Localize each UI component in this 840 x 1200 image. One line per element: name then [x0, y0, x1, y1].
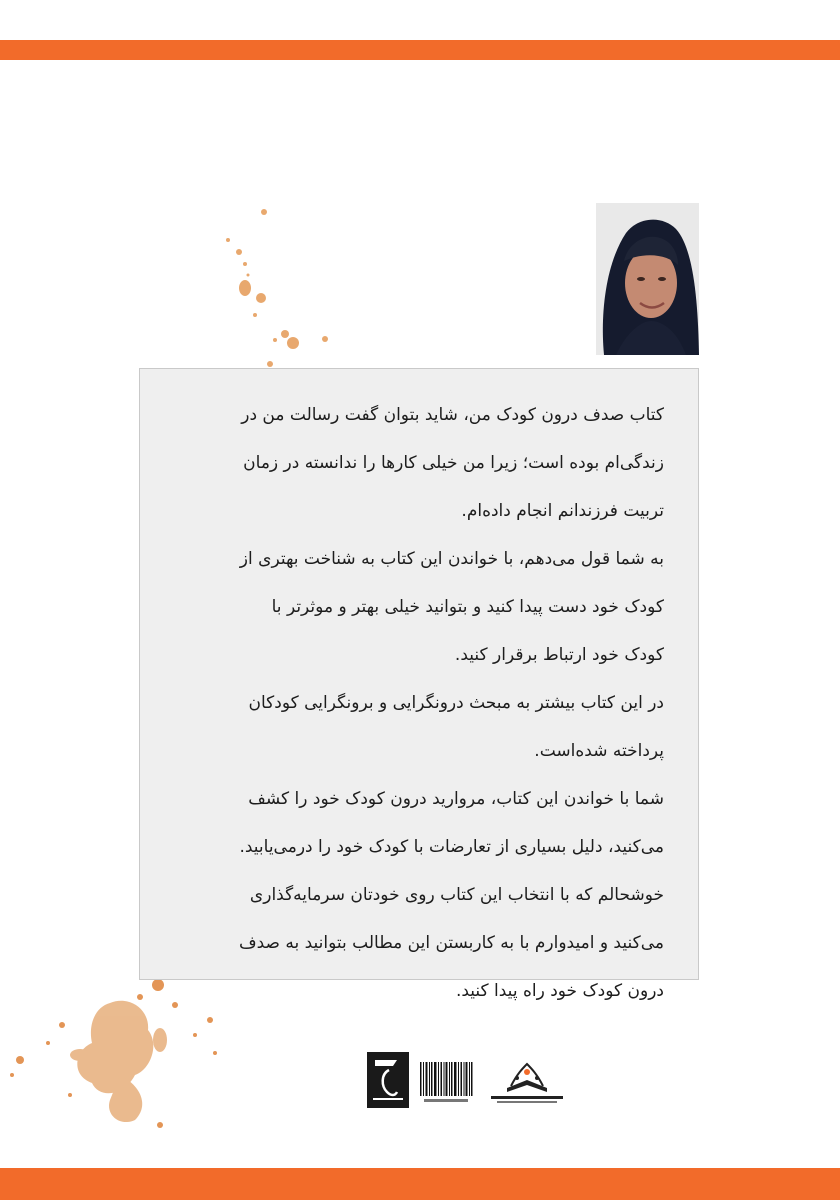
blurb-line: کتاب صدف درون کودک من، شاید بتوان گفت رسالت من در [241, 405, 664, 425]
blurb-line: پرداخته شده‌است. [534, 741, 664, 761]
blurb-line: کودک خود دست پیدا کنید و بتوانید خیلی بهتر و موثرتر با [271, 597, 664, 617]
blurb-line: به شما قول می‌دهم، با خواندن این کتاب به شناخت بهتری از [239, 549, 664, 569]
barcode-icon [418, 1060, 474, 1106]
blurb-line: در این کتاب بیشتر به مبحث درونگرایی و برونگرایی کودکان [248, 693, 664, 713]
author-portrait [596, 203, 699, 355]
blurb-line: کودک خود ارتباط برقرار کنید. [454, 645, 664, 665]
paint-splash-top-icon [215, 200, 350, 375]
blurb-line: درون کودک خود راه پیدا کنید. [455, 981, 664, 1001]
series-logo-icon [481, 1058, 573, 1106]
blurb-line: زندگی‌ام بوده است؛ زیرا من خیلی کارها را ندانسته در زمان [243, 453, 664, 473]
blurb-line: شما با خواندن این کتاب، مروارید درون کودک خود را کشف [248, 789, 664, 809]
blurb-line: تربیت فرزندانم انجام داده‌ام. [461, 501, 664, 521]
blurb-line: می‌کنید، دلیل بسیاری از تعارضات با کودک خود را درمی‌یابید. [239, 837, 664, 857]
blurb-box [139, 368, 699, 1001]
blurb-line: خوشحالم که با انتخاب این کتاب روی خودتان سرمایه‌گذاری [249, 885, 664, 905]
bottom-accent-band [0, 1168, 840, 1200]
logo-strip [367, 1052, 577, 1108]
publisher-logo-icon [367, 1052, 409, 1108]
blurb-line: می‌کنید و امیدوارم با به کاربستن این مطالب بتوانید به صدف [238, 933, 664, 953]
top-accent-band [0, 40, 840, 60]
